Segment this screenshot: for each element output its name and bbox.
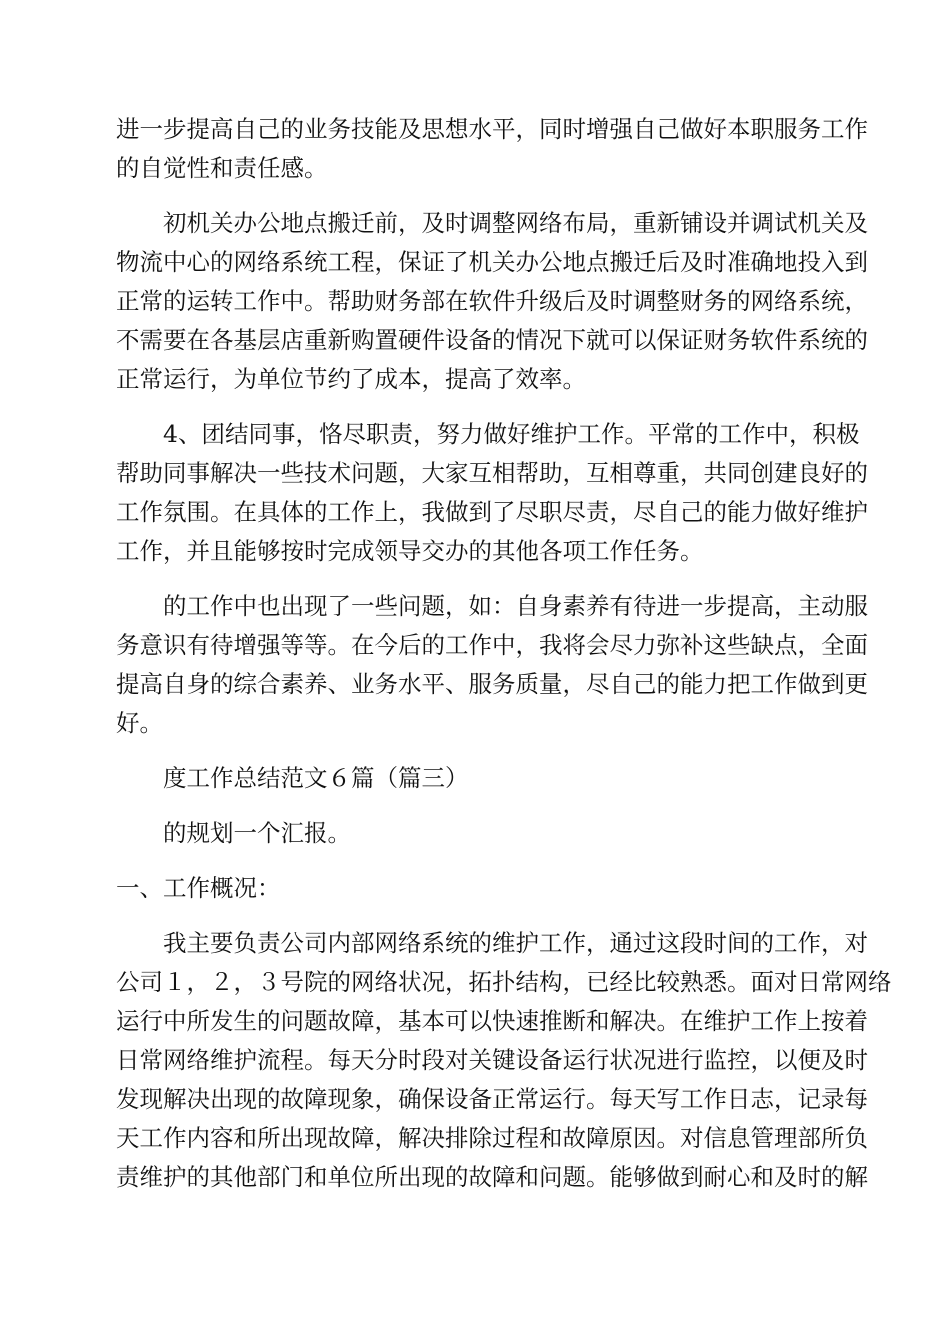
text-line: 的工作中也出现了一些问题，如：自身素养有待进一步提高，主动服	[163, 592, 868, 620]
text-line: 初机关办公地点搬迁前，及时调整网络布局，重新铺设并调试机关及	[163, 209, 868, 237]
text-line: 物流中心的网络系统工程，保证了机关办公地点搬迁后及时准确地投入到	[116, 248, 868, 276]
text-line: 4、团结同事，恪尽职责，努力做好维护工作。平常的工作中，积极	[163, 420, 860, 448]
text-line: 的规划一个汇报。	[163, 819, 351, 847]
text-line: 日常网络维护流程。每天分时段对关键设备运行状况进行监控，以便及时	[116, 1046, 868, 1074]
text-line: 一、工作概况：	[116, 874, 281, 902]
paragraph	[116, 110, 868, 188]
paragraph	[116, 924, 892, 1197]
text-line: 好。	[116, 709, 163, 737]
document-page	[116, 110, 892, 1213]
text-line: 提高自身的综合素养、业务水平、服务质量，尽自己的能力把工作做到更	[116, 670, 868, 698]
text-line: 发现解决出现的故障现象，确保设备正常运行。每天写工作日志，记录每	[116, 1085, 868, 1113]
paragraph	[116, 204, 868, 399]
text-line: 的自觉性和责任感。	[116, 154, 328, 182]
text-line: 进一步提高自己的业务技能及思想水平，同时增强自己做好本职服务工作	[116, 115, 868, 143]
text-line: 度工作总结范文６篇（篇三）	[163, 764, 469, 792]
text-line: 公司１，２，３号院的网络状况，拓扑结构，已经比较熟悉。面对日常网络	[116, 968, 892, 996]
text-line: 工作，并且能够按时完成领导交办的其他各项工作任务。	[116, 537, 704, 565]
text-line: 运行中所发生的问题故障，基本可以快速推断和解决。在维护工作上按着	[116, 1007, 868, 1035]
text-line: 天工作内容和所出现故障，解决排除过程和故障原因。对信息管理部所负	[116, 1124, 868, 1152]
text-line: 务意识有待增强等等。在今后的工作中，我将会尽力弥补这些缺点，全面	[116, 631, 868, 659]
paragraph	[116, 415, 868, 571]
paragraph	[116, 759, 836, 798]
text-line: 工作氛围。在具体的工作上，我做到了尽职尽责，尽自己的能力做好维护	[116, 498, 868, 526]
text-line: 我主要负责公司内部网络系统的维护工作，通过这段时间的工作，对	[163, 929, 868, 957]
text-line: 责维护的其他部门和单位所出现的故障和问题。能够做到耐心和及时的解	[116, 1163, 868, 1191]
paragraph	[116, 587, 868, 743]
text-line: 正常的运转工作中。帮助财务部在软件升级后及时调整财务的网络系统，	[116, 287, 868, 315]
paragraph	[116, 869, 836, 908]
text-line: 帮助同事解决一些技术问题，大家互相帮助，互相尊重，共同创建良好的	[116, 459, 868, 487]
text-line: 不需要在各基层店重新购置硬件设备的情况下就可以保证财务软件系统的	[116, 326, 868, 354]
paragraph	[116, 814, 836, 853]
text-line: 正常运行，为单位节约了成本，提高了效率。	[116, 365, 586, 393]
